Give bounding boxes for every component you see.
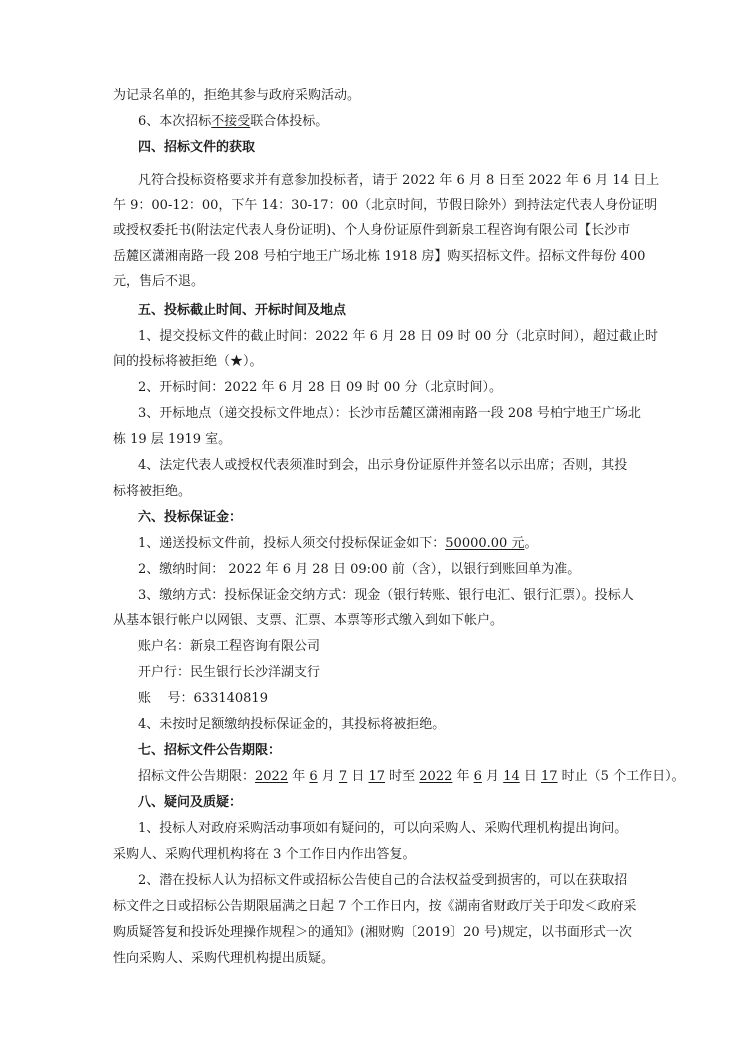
deposit-amount: 50000.00 元 bbox=[445, 536, 525, 551]
bank-name: 开户行：民生银行长沙洋湖支行 bbox=[138, 665, 321, 680]
text-line: 2、潜在投标人认为招标文件或招标公告使自己的合法权益受到损害的，可以在获取招 bbox=[138, 873, 628, 888]
text-line: 2、开标时间：2022 年 6 月 28 日 09 时 00 分（北京时间）。 bbox=[138, 380, 502, 395]
text-line: 元，售后不退。 bbox=[113, 274, 205, 289]
text-line: 或授权委托书(附法定代表人身份证明)、个人身份证原件到新泉工程咨询有限公司【长沙市 bbox=[113, 223, 631, 238]
text-line: 凡符合投标资格要求并有意参加投标者，请于 2022 年 6 月 8 日至 2022 年 6 月 14 日上 bbox=[138, 173, 660, 188]
section-heading-5: 五、投标截止时间、开标时间及地点 bbox=[138, 303, 347, 318]
text-line: 为记录名单的，拒绝其参与政府采购活动。 bbox=[113, 88, 361, 103]
text-line: 购质疑答复和投诉处理操作规程＞的通知》(湘财购〔2019〕20 号)规定，以书面形式一次 bbox=[113, 925, 632, 940]
section-heading-8: 八、疑问及质疑： bbox=[138, 795, 243, 810]
text-line: 4、法定代表人或授权代表须准时到会，出示身份证原件并签名以示出席；否则，其投 bbox=[138, 458, 628, 473]
text-line: 间的投标将被拒绝（★）。 bbox=[113, 354, 263, 369]
section-heading-7: 七、招标文件公告期限： bbox=[138, 743, 282, 758]
text-line: 1、投标人对政府采购活动事项如有疑问的，可以向采购人、采购代理机构提出询问。 bbox=[138, 821, 628, 836]
text-line: 2、缴纳时间： 2022 年 6 月 28 日 09:00 前（含），以银行到账回单为准。 bbox=[138, 562, 581, 577]
text-line: 性向采购人、采购代理机构提出质疑。 bbox=[113, 951, 335, 966]
account-name: 账户名：新泉工程咨询有限公司 bbox=[138, 639, 321, 654]
text-line: 标将被拒绝。 bbox=[113, 484, 192, 499]
text-line: 采购人、采购代理机构将在 3 个工作日内作出答复。 bbox=[113, 847, 416, 862]
text-line: 栋 19 层 1919 室。 bbox=[113, 432, 232, 447]
section-heading-6: 六、投标保证金： bbox=[138, 510, 243, 525]
text-line: 标文件之日或招标公告期限届满之日起 7 个工作日内，按《湖南省财政厅关于印发＜政府采 bbox=[113, 899, 637, 914]
text-line: 3、缴纳方式：投标保证金交纳方式：现金（银行转账、银行电汇、银行汇票）。投标人 bbox=[138, 588, 634, 603]
text-line: 岳麓区潇湘南路一段 208 号柏宁地王广场北栋 1918 房】购买招标文件。招标文件每份 400 bbox=[113, 249, 646, 264]
notice-period-line: 招标文件公告期限：2022 年 6 月 7 日 17 时至 2022 年 6 月 14 日 17 时止（5 个工作日）。 bbox=[138, 769, 685, 784]
text-line: 1、提交投标文件的截止时间：2022 年 6 月 28 日 09 时 00 分（北京时间），超过截止时 bbox=[138, 329, 658, 344]
text-line: 从基本银行帐户以网银、支票、汇票、本票等形式缴入到如下帐户。 bbox=[113, 613, 504, 628]
text-line: 6、本次招标不接受联合体投标。 bbox=[138, 114, 329, 129]
text-line: 4、未按时足额缴纳投标保证金的，其投标将被拒绝。 bbox=[138, 717, 446, 732]
section-heading-4: 四、招标文件的获取 bbox=[138, 140, 256, 155]
text-line: 午 9：00-12：00，下午 14：30-17：00（北京时间，节假日除外）到持法定代表人身份证明 bbox=[113, 198, 658, 213]
text-line: 1、递送投标文件前，投标人须交付投标保证金如下：50000.00 元。 bbox=[138, 536, 538, 551]
account-number: 账 号：633140819 bbox=[138, 691, 268, 706]
text-line: 3、开标地点（递交投标文件地点）：长沙市岳麓区潇湘南路一段 208 号柏宁地王广场北 bbox=[138, 406, 641, 421]
